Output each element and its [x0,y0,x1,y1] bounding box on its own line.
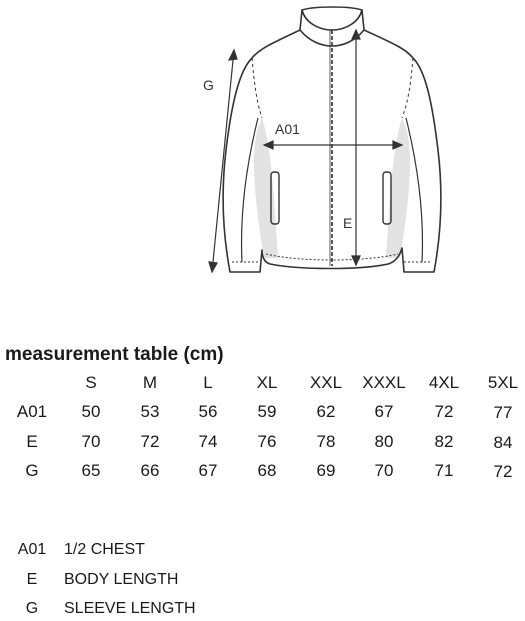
table-cell: 78 [316,432,336,451]
table-cell: 67 [198,461,218,480]
legend-code-e: E [26,571,38,588]
table-cell: 69 [316,461,336,480]
size-header-l: L [203,373,213,392]
table-cell: 53 [140,402,160,421]
left-shoulder-seam [252,58,262,118]
right-side-panel [386,118,410,258]
table-cell: 72 [434,402,454,421]
table-cell: 72 [493,462,513,481]
table-title: measurement table (cm) [5,344,224,365]
e-label: E [343,215,353,231]
table-cell: 76 [257,432,277,451]
table-cell: 65 [81,461,101,480]
table-cell: 70 [81,432,101,451]
legend-text-e: BODY LENGTH [64,571,179,588]
size-header-s: S [85,373,97,392]
table-cell: 84 [493,433,513,452]
size-header-m: M [142,373,158,392]
row-label-a01: A01 [16,402,48,421]
table-cell: 72 [140,432,160,451]
table-cell: 56 [198,402,218,421]
legend-text-g: SLEEVE LENGTH [64,600,196,617]
g-measure-line [212,50,234,272]
table-cell: 50 [81,402,101,421]
table-cell: 82 [434,432,454,451]
jacket-diagram [0,0,525,300]
legend-code-g: G [25,600,39,617]
right-shoulder-seam [402,58,413,118]
size-header-xl: XL [256,373,278,392]
table-cell: 74 [198,432,218,451]
size-header-xxl: XXL [309,373,343,392]
table-cell: 66 [140,461,160,480]
size-header-5xl: 5XL [487,373,519,392]
legend-code-a01: A01 [17,541,47,558]
table-cell: 59 [257,402,277,421]
row-label-g: G [25,461,39,480]
left-side-panel [254,118,278,258]
table-cell: 80 [374,432,394,451]
a01-label: A01 [275,121,300,137]
table-cell: 71 [434,461,454,480]
legend-text-a01: 1/2 CHEST [64,541,145,558]
size-header-xxxl: XXXL [362,373,406,392]
table-cell: 62 [316,402,336,421]
table-cell: 68 [257,461,277,480]
size-header-4xl: 4XL [428,373,460,392]
row-label-e: E [26,432,38,451]
table-cell: 77 [493,403,513,422]
table-cell: 70 [374,461,394,480]
table-cell: 67 [374,402,394,421]
collar [302,10,362,30]
g-label: G [203,77,214,93]
